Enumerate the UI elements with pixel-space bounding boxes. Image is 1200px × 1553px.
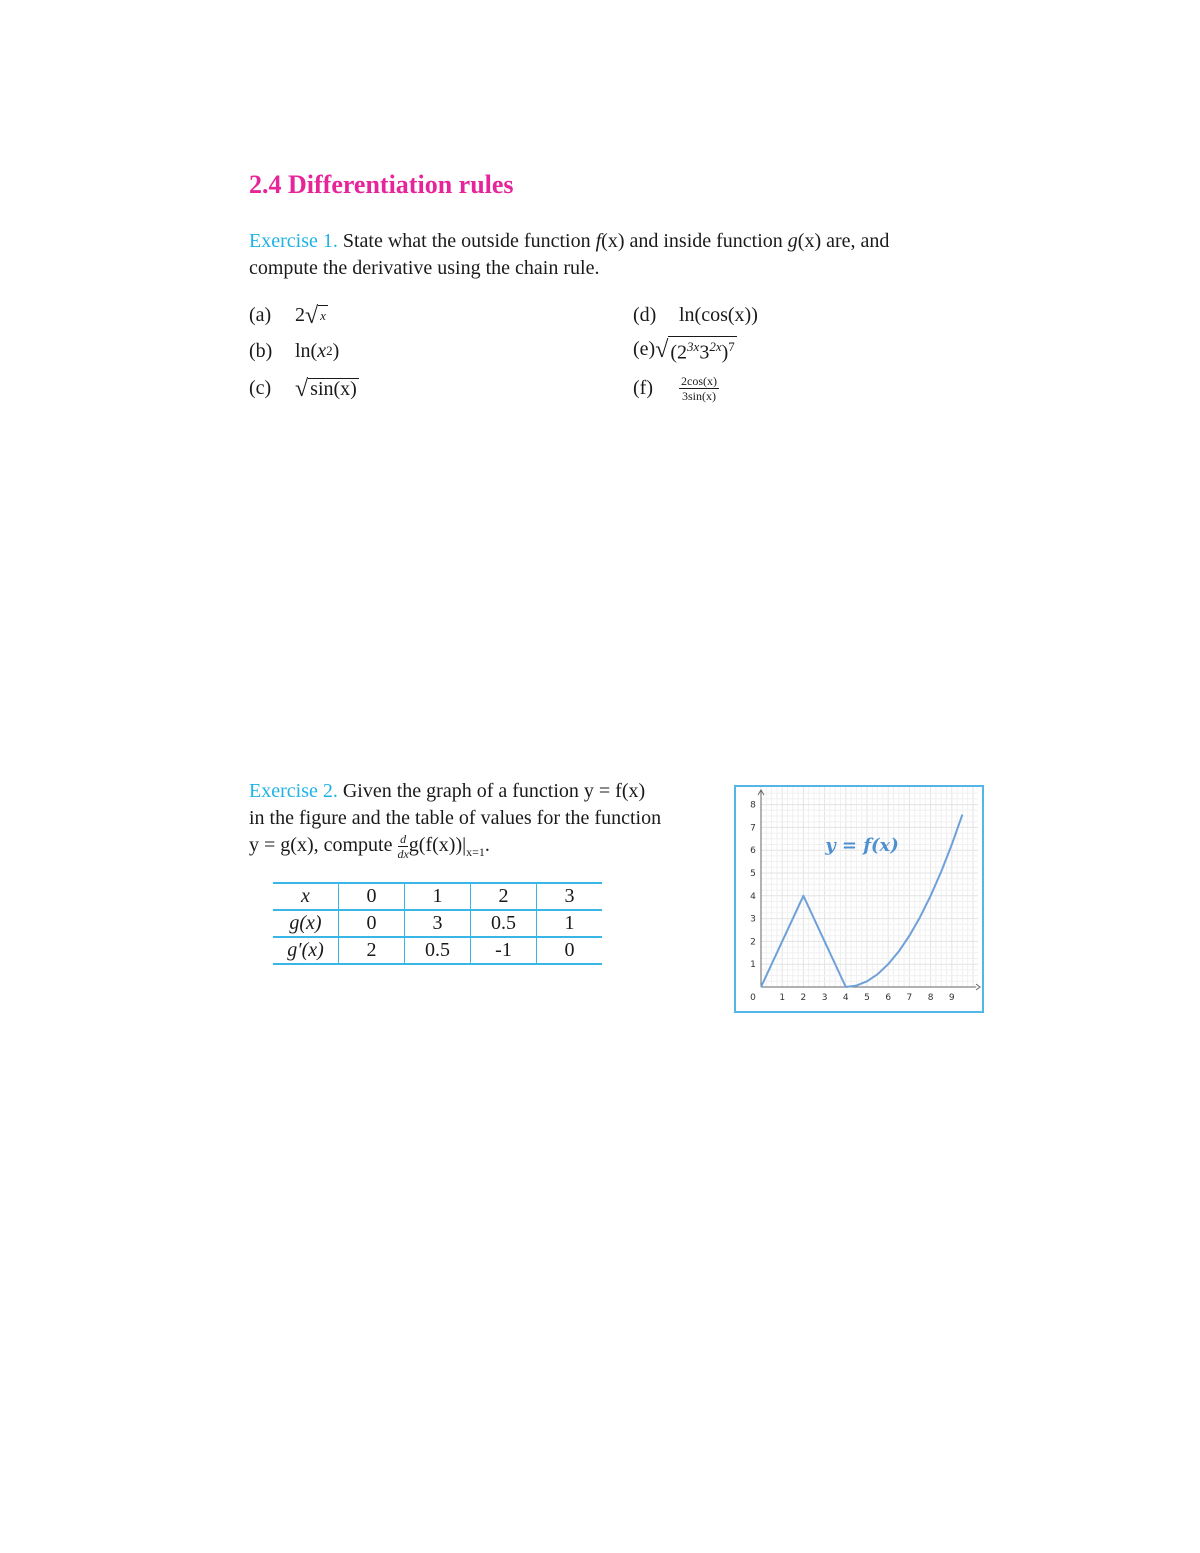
y-tick-label: 6 xyxy=(750,846,756,857)
x-tick-label: 1 xyxy=(779,993,786,1003)
problem-e-mid: 3 xyxy=(699,341,710,364)
table-cell: 1 xyxy=(537,910,603,937)
table-cell: 3 xyxy=(537,883,603,910)
table-cell: 0 xyxy=(339,910,405,937)
ex2-line-3d: . xyxy=(484,834,490,856)
graph-figure xyxy=(734,785,984,1013)
sqrt-icon: √ xyxy=(305,302,319,329)
d-den: dx xyxy=(397,846,409,861)
ex2-eval-point: x=1 xyxy=(466,845,485,859)
table-cell: 1 xyxy=(405,883,471,910)
exercise-1-label: Exercise 1. xyxy=(249,230,338,252)
y-tick-label: 5 xyxy=(750,869,756,879)
problem-a xyxy=(249,300,328,330)
y-tick-label: 7 xyxy=(750,823,756,834)
ex1-line-2: compute the derivative using the chain rule. xyxy=(249,257,600,279)
problem-e-exp2: 2x xyxy=(709,338,722,354)
x-tick-label: 5 xyxy=(864,993,870,1003)
ex1-text-b: and inside function xyxy=(624,230,788,252)
chart-title: y = f(x) xyxy=(825,835,899,856)
ex1-f: f xyxy=(595,230,602,252)
ex1-f-arg: (x) xyxy=(601,230,625,252)
function-graph xyxy=(736,787,982,1011)
table-row-head: x xyxy=(273,883,339,910)
problem-b-label: (b) xyxy=(249,339,273,362)
y-tick-label: 4 xyxy=(750,891,756,902)
ex2-line-3a: y = g(x), compute xyxy=(249,834,398,856)
y-tick-label: 3 xyxy=(750,914,756,925)
problem-c-radicand: sin(x) xyxy=(310,377,357,400)
problem-b-close: ) xyxy=(332,339,340,362)
d-dx-fraction xyxy=(397,833,408,860)
table-cell: 3 xyxy=(405,910,471,937)
x-tick-label: 3 xyxy=(821,993,828,1003)
exercise-2-text xyxy=(249,778,719,866)
problem-e-label: (e) xyxy=(633,337,656,360)
problem-f-den: 3sin(x) xyxy=(682,388,716,403)
problem-d xyxy=(633,300,758,330)
problem-e-exp3: 7 xyxy=(728,338,735,354)
problem-e xyxy=(633,334,737,364)
section-title: 2.4 Differentiation rules xyxy=(249,170,514,199)
x-tick-label: 4 xyxy=(842,993,849,1003)
exercise-1-text xyxy=(249,228,1009,282)
x-tick-label: 6 xyxy=(885,993,892,1003)
problem-c-label: (c) xyxy=(249,376,272,399)
table-cell: 0.5 xyxy=(471,910,537,937)
y-tick-label: 2 xyxy=(750,937,756,948)
table-cell: 0 xyxy=(537,937,603,964)
problem-e-close: ) xyxy=(721,341,729,364)
problem-f xyxy=(633,373,719,403)
x-tick-label: 9 xyxy=(948,993,955,1003)
d-num: d xyxy=(400,831,407,846)
problem-f-fraction xyxy=(679,375,719,402)
table-row xyxy=(273,910,602,937)
problem-b-var: x xyxy=(317,339,327,362)
values-table xyxy=(273,882,602,965)
ex2-line-3b: g(f(x))| xyxy=(408,834,467,856)
table-row-head: g′(x) xyxy=(273,937,339,964)
ex2-line-2: in the figure and the table of values for the function xyxy=(249,807,662,829)
y-tick-label: 1 xyxy=(750,960,756,971)
ex2-line-1: Given the graph of a function y = f(x) xyxy=(337,780,646,802)
x-tick-label: 2 xyxy=(800,993,807,1003)
x-tick-label: 7 xyxy=(906,993,913,1003)
problem-b xyxy=(249,336,339,366)
problem-a-label: (a) xyxy=(249,303,272,326)
table-row xyxy=(273,937,602,964)
problem-b-fn: ln( xyxy=(295,339,318,362)
table-cell: 0.5 xyxy=(405,937,471,964)
x-tick-label: 0 xyxy=(750,993,756,1003)
problem-b-exp: 2 xyxy=(326,343,333,358)
ex1-g: g xyxy=(787,230,798,252)
table-cell: 0 xyxy=(339,883,405,910)
problem-f-num: 2cos(x) xyxy=(681,373,717,388)
exercise-2-label: Exercise 2. xyxy=(249,780,338,802)
sqrt-icon: √ xyxy=(655,336,669,363)
table-cell: -1 xyxy=(471,937,537,964)
sqrt-icon: √ xyxy=(295,375,309,402)
problem-d-expr: ln(cos(x)) xyxy=(679,303,758,326)
ex1-text-a: State what the outside function xyxy=(337,230,596,252)
table-row xyxy=(273,883,602,910)
problem-d-label: (d) xyxy=(633,303,657,326)
problem-c xyxy=(249,373,359,403)
table-cell: 2 xyxy=(339,937,405,964)
problem-e-open: (2 xyxy=(670,341,688,364)
x-tick-label: 8 xyxy=(927,993,934,1003)
y-tick-label: 8 xyxy=(750,800,756,811)
table-row-head: g(x) xyxy=(273,910,339,937)
problem-f-label: (f) xyxy=(633,376,653,399)
problem-a-radicand: x xyxy=(318,305,328,326)
problem-a-coef: 2 xyxy=(295,303,305,326)
ex1-text-c: are, and xyxy=(821,230,890,252)
table-cell: 2 xyxy=(471,883,537,910)
ex1-g-arg: (x) xyxy=(797,230,822,252)
problem-e-exp1: 3x xyxy=(687,338,700,354)
